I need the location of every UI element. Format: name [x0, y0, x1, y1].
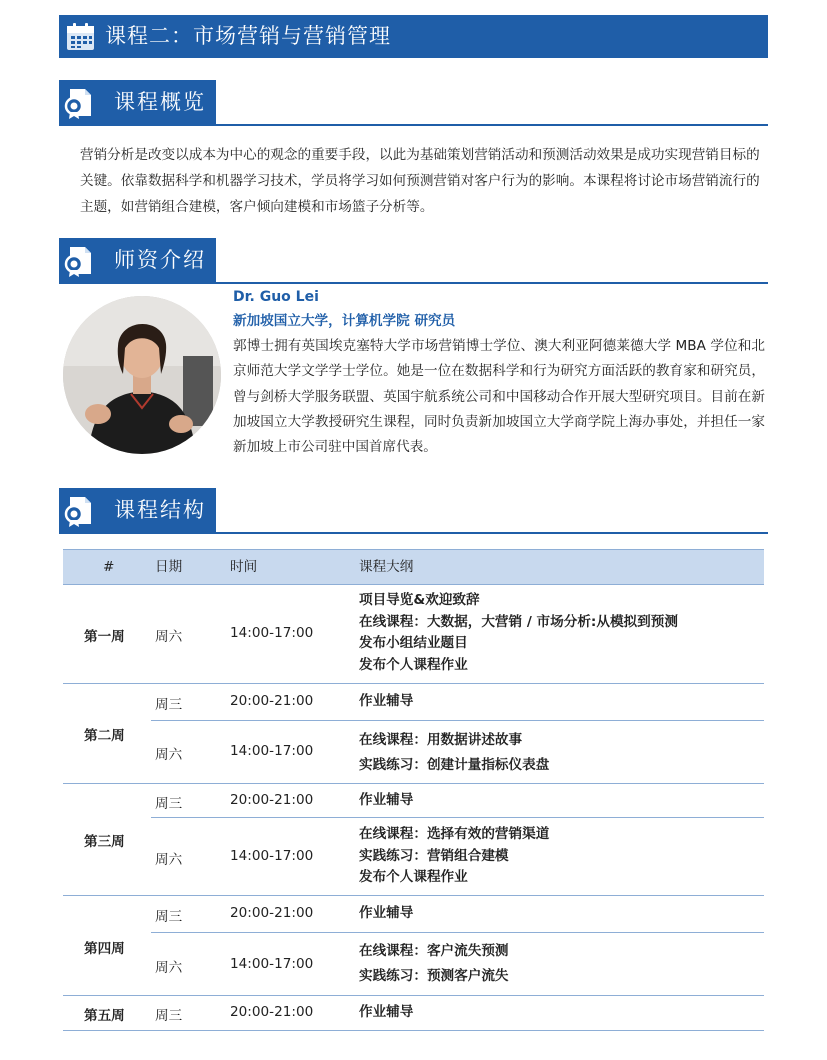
- session-day: 周六: [155, 629, 183, 645]
- session-time: 20:00-21:00: [230, 693, 314, 709]
- session-time: 14:00-17:00: [230, 848, 314, 864]
- section-header-overview: [59, 80, 768, 126]
- week-label: 第五周: [84, 1008, 125, 1024]
- session-outline: 作业辅导: [359, 792, 414, 808]
- session-outline: 作业辅导: [359, 693, 414, 709]
- column-header: 课程大纲: [359, 559, 414, 575]
- section-title: 师资介绍: [114, 248, 206, 272]
- session-day: 周六: [155, 852, 183, 868]
- column-header: 日期: [155, 559, 183, 575]
- session-day: 周三: [155, 697, 183, 713]
- session-day: 周三: [155, 796, 183, 812]
- course-banner: [59, 15, 768, 58]
- teacher-title: 新加坡国立大学，计算机学院 研究员: [233, 313, 456, 329]
- session-time: 14:00-17:00: [230, 743, 314, 759]
- teacher-name: Dr. Guo Lei: [233, 289, 319, 305]
- week-label: 第一周: [84, 629, 125, 645]
- session-outline: 作业辅导: [359, 1004, 414, 1020]
- session-time: 14:00-17:00: [230, 956, 314, 972]
- session-time: 20:00-21:00: [230, 792, 314, 808]
- certificate-icon: [62, 494, 96, 528]
- week-label: 第四周: [84, 941, 125, 957]
- week-label: 第三周: [84, 834, 125, 850]
- section-header-faculty: [59, 238, 768, 284]
- teacher-photo: [63, 296, 221, 454]
- session-day: 周三: [155, 1008, 183, 1024]
- session-time: 20:00-21:00: [230, 905, 314, 921]
- session-time: 20:00-21:00: [230, 1004, 314, 1020]
- table-header: [63, 549, 764, 585]
- session-time: 14:00-17:00: [230, 625, 314, 641]
- overview-text: 营销分析是改变以成本为中心的观念的重要手段，以此为基础策划营销活动和预测活动效果是成功实现营销目标的关键。依靠数据科学和机器学习技术，学员将学习如何预测营销对客户行为的影响。本课程将讨论市场营销流行的主题，如营销组合建模，客户倾向建模和市场篮子分析等。: [80, 147, 760, 215]
- page-title: 课程二：市场营销与营销管理: [105, 24, 391, 48]
- section-title: 课程概览: [114, 90, 206, 114]
- section-header-structure: [59, 488, 768, 534]
- session-day: 周六: [155, 747, 183, 763]
- section-title: 课程结构: [114, 498, 206, 522]
- column-header: #: [103, 559, 115, 575]
- calendar-icon: [65, 21, 96, 52]
- column-header: 时间: [230, 559, 258, 575]
- session-day: 周六: [155, 960, 183, 976]
- session-outline: 在线课程：选择有效的营销渠道 实践练习：营销组合建模 发布个人课程作业: [359, 826, 550, 885]
- session-outline: 项目导览&欢迎致辞 在线课程：大数据，大营销 / 市场分析:从模拟到预测 发布小组结业题目 发布个人课程作业: [359, 592, 678, 673]
- certificate-icon: [62, 86, 96, 120]
- week-label: 第二周: [84, 728, 125, 744]
- session-outline: 作业辅导: [359, 905, 414, 921]
- session-outline: 在线课程：用数据讲述故事 实践练习：创建计量指标仪表盘: [359, 732, 550, 773]
- certificate-icon: [62, 244, 96, 278]
- teacher-bio: 郭博士拥有英国埃克塞特大学市场营销博士学位、澳大利亚阿德莱德大学 MBA 学位和北京师范大学文学学士学位。她是一位在数据科学和行为研究方面活跃的教育家和研究员，曾与剑桥大学服务联盟、英国宇航系统公司和中国移动合作开展大型研究项目。目前在新加坡国立大学教授研究生课程，同时负责新加坡国立大学商学院上海办事处，并担任一家新加坡上市公司驻中国首席代表。: [233, 338, 765, 456]
- session-outline: 在线课程：客户流失预测 实践练习：预测客户流失: [359, 943, 509, 984]
- session-day: 周三: [155, 909, 183, 925]
